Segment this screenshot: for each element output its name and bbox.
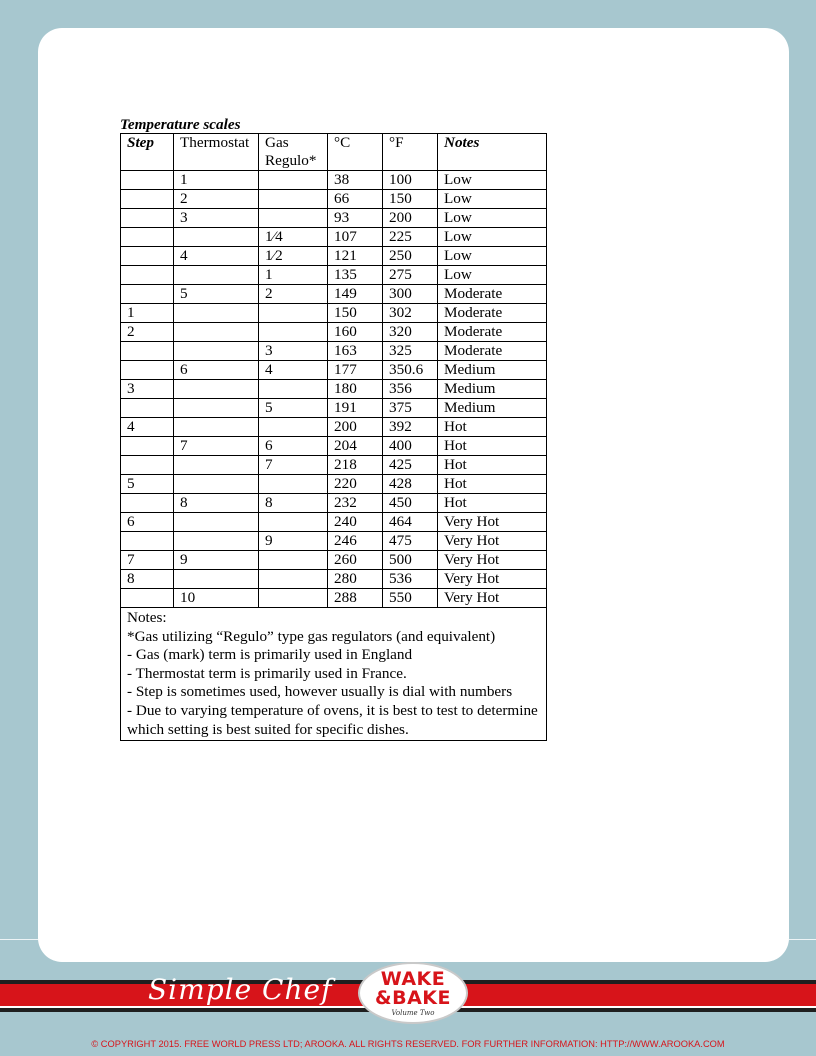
table-row	[121, 247, 547, 266]
cell-notes: Hot	[438, 456, 547, 475]
cell-celsius: 280	[328, 570, 383, 589]
cell-gas-regulo: 2	[259, 285, 328, 304]
cell-celsius: 160	[328, 323, 383, 342]
cell-step	[121, 589, 174, 608]
temperature-table	[120, 133, 547, 741]
table-row	[121, 304, 547, 323]
notes-line: - Due to varying temperature of ovens, it is best to test to determine which setting is best suited for specific dishes.	[127, 701, 538, 738]
cell-celsius: 232	[328, 494, 383, 513]
cell-step	[121, 494, 174, 513]
notes-row	[121, 608, 547, 741]
logo-subtitle: Volume Two	[391, 1009, 435, 1017]
cell-step	[121, 399, 174, 418]
cell-gas-regulo: 4	[259, 361, 328, 380]
cell-step: 1	[121, 304, 174, 323]
table-row	[121, 475, 547, 494]
cell-thermostat	[174, 266, 259, 285]
cell-notes: Medium	[438, 399, 547, 418]
cell-celsius: 163	[328, 342, 383, 361]
cell-notes: Low	[438, 228, 547, 247]
cell-notes: Moderate	[438, 285, 547, 304]
cell-notes: Low	[438, 266, 547, 285]
cell-step	[121, 190, 174, 209]
cell-notes: Very Hot	[438, 589, 547, 608]
table-row	[121, 342, 547, 361]
header-fahrenheit: °F	[383, 134, 438, 171]
cell-notes: Medium	[438, 361, 547, 380]
cell-gas-regulo	[259, 380, 328, 399]
table-row	[121, 399, 547, 418]
cell-notes: Low	[438, 247, 547, 266]
cell-notes: Low	[438, 171, 547, 190]
cell-gas-regulo	[259, 304, 328, 323]
cell-fahrenheit: 200	[383, 209, 438, 228]
cell-celsius: 107	[328, 228, 383, 247]
cell-gas-regulo	[259, 418, 328, 437]
cell-celsius: 150	[328, 304, 383, 323]
cell-celsius: 220	[328, 475, 383, 494]
cell-fahrenheit: 536	[383, 570, 438, 589]
cell-fahrenheit: 225	[383, 228, 438, 247]
cell-fahrenheit: 300	[383, 285, 438, 304]
cell-thermostat	[174, 342, 259, 361]
cell-fahrenheit: 425	[383, 456, 438, 475]
cell-step: 7	[121, 551, 174, 570]
logo-line-1: WAKE	[380, 968, 446, 990]
cell-gas-regulo	[259, 209, 328, 228]
table-row	[121, 570, 547, 589]
cell-notes: Low	[438, 190, 547, 209]
cell-notes: Very Hot	[438, 570, 547, 589]
table-row	[121, 361, 547, 380]
document-body	[120, 116, 546, 741]
cell-fahrenheit: 464	[383, 513, 438, 532]
cell-fahrenheit: 325	[383, 342, 438, 361]
cell-thermostat	[174, 399, 259, 418]
cell-gas-regulo: 3	[259, 342, 328, 361]
wake-bake-logo	[358, 962, 468, 1024]
cell-gas-regulo: 6	[259, 437, 328, 456]
cell-step: 8	[121, 570, 174, 589]
cell-thermostat	[174, 532, 259, 551]
cell-gas-regulo	[259, 551, 328, 570]
cell-notes: Hot	[438, 437, 547, 456]
cell-fahrenheit: 500	[383, 551, 438, 570]
cell-notes: Hot	[438, 494, 547, 513]
header-notes: Notes	[438, 134, 547, 171]
cell-gas-regulo	[259, 190, 328, 209]
cell-notes: Medium	[438, 380, 547, 399]
cell-gas-regulo: 9	[259, 532, 328, 551]
cell-thermostat: 8	[174, 494, 259, 513]
cell-thermostat	[174, 380, 259, 399]
cell-notes: Hot	[438, 475, 547, 494]
cell-thermostat: 2	[174, 190, 259, 209]
cell-fahrenheit: 392	[383, 418, 438, 437]
notes-cell	[121, 608, 547, 741]
cell-step: 5	[121, 475, 174, 494]
cell-gas-regulo: 1	[259, 266, 328, 285]
cell-thermostat	[174, 456, 259, 475]
table-row	[121, 190, 547, 209]
cell-step	[121, 532, 174, 551]
cell-fahrenheit: 320	[383, 323, 438, 342]
side-rule-right	[789, 939, 816, 940]
cell-gas-regulo: 5	[259, 399, 328, 418]
temperature-table-body	[121, 134, 547, 608]
logo-line-2: &BAKE	[375, 987, 451, 1009]
cell-fahrenheit: 100	[383, 171, 438, 190]
cell-notes: Very Hot	[438, 551, 547, 570]
table-header-row	[121, 134, 547, 171]
cell-thermostat: 1	[174, 171, 259, 190]
header-celsius: °C	[328, 134, 383, 171]
cell-celsius: 218	[328, 456, 383, 475]
cell-fahrenheit: 400	[383, 437, 438, 456]
brand-script-logo: Simple Chef	[148, 973, 333, 1006]
table-row	[121, 266, 547, 285]
header-step: Step	[121, 134, 174, 171]
table-row	[121, 532, 547, 551]
cell-thermostat: 9	[174, 551, 259, 570]
header-gas-regulo: Gas Regulo*	[259, 134, 328, 171]
cell-gas-regulo: 1⁄4	[259, 228, 328, 247]
cell-fahrenheit: 375	[383, 399, 438, 418]
cell-step	[121, 437, 174, 456]
cell-fahrenheit: 350.6	[383, 361, 438, 380]
cell-celsius: 200	[328, 418, 383, 437]
cell-celsius: 246	[328, 532, 383, 551]
cell-fahrenheit: 550	[383, 589, 438, 608]
cell-step	[121, 209, 174, 228]
cell-fahrenheit: 250	[383, 247, 438, 266]
table-row	[121, 456, 547, 475]
cell-step	[121, 342, 174, 361]
cell-thermostat	[174, 228, 259, 247]
cell-notes: Very Hot	[438, 532, 547, 551]
table-row	[121, 323, 547, 342]
cell-celsius: 93	[328, 209, 383, 228]
notes-line: Notes:	[127, 609, 167, 626]
cell-thermostat	[174, 513, 259, 532]
cell-step	[121, 247, 174, 266]
cell-thermostat: 6	[174, 361, 259, 380]
cell-fahrenheit: 450	[383, 494, 438, 513]
table-row	[121, 380, 547, 399]
cell-fahrenheit: 428	[383, 475, 438, 494]
cell-celsius: 180	[328, 380, 383, 399]
cell-gas-regulo	[259, 323, 328, 342]
cell-celsius: 121	[328, 247, 383, 266]
table-row	[121, 494, 547, 513]
table-caption: Temperature scales	[120, 116, 241, 133]
cell-step: 6	[121, 513, 174, 532]
cell-step	[121, 285, 174, 304]
cell-gas-regulo	[259, 570, 328, 589]
cell-notes: Moderate	[438, 323, 547, 342]
cell-gas-regulo	[259, 475, 328, 494]
cell-fahrenheit: 302	[383, 304, 438, 323]
cell-step: 3	[121, 380, 174, 399]
header-thermostat: Thermostat	[174, 134, 259, 171]
cell-celsius: 177	[328, 361, 383, 380]
cell-thermostat: 4	[174, 247, 259, 266]
cell-notes: Moderate	[438, 304, 547, 323]
cell-thermostat	[174, 323, 259, 342]
cell-celsius: 288	[328, 589, 383, 608]
cell-notes: Very Hot	[438, 513, 547, 532]
side-rule-left	[0, 939, 38, 940]
cell-thermostat	[174, 475, 259, 494]
cell-thermostat: 7	[174, 437, 259, 456]
cell-thermostat: 5	[174, 285, 259, 304]
table-row	[121, 209, 547, 228]
cell-step	[121, 171, 174, 190]
cell-celsius: 135	[328, 266, 383, 285]
cell-celsius: 191	[328, 399, 383, 418]
cell-fahrenheit: 356	[383, 380, 438, 399]
notes-line: - Thermostat term is primarily used in France.	[127, 664, 407, 682]
cell-step	[121, 361, 174, 380]
cell-thermostat	[174, 570, 259, 589]
cell-gas-regulo: 1⁄2	[259, 247, 328, 266]
cell-celsius: 38	[328, 171, 383, 190]
cell-thermostat	[174, 418, 259, 437]
cell-gas-regulo	[259, 513, 328, 532]
table-row	[121, 551, 547, 570]
cell-step: 2	[121, 323, 174, 342]
table-row	[121, 228, 547, 247]
cell-celsius: 66	[328, 190, 383, 209]
table-row	[121, 418, 547, 437]
cell-gas-regulo	[259, 171, 328, 190]
cell-fahrenheit: 150	[383, 190, 438, 209]
cell-celsius: 149	[328, 285, 383, 304]
cell-step	[121, 228, 174, 247]
cell-celsius: 204	[328, 437, 383, 456]
cell-fahrenheit: 275	[383, 266, 438, 285]
notes-line: *Gas utilizing “Regulo” type gas regulators (and equivalent)	[127, 627, 496, 645]
cell-notes: Hot	[438, 418, 547, 437]
cell-step	[121, 456, 174, 475]
copyright-notice: © COPYRIGHT 2015. FREE WORLD PRESS LTD; AROOKA. ALL RIGHTS RESERVED. FOR FURTHER INFORMATION: HTTP://WWW.AROOKA.COM	[91, 1039, 725, 1049]
table-row	[121, 437, 547, 456]
cell-step	[121, 266, 174, 285]
cell-step: 4	[121, 418, 174, 437]
cell-thermostat: 10	[174, 589, 259, 608]
table-row	[121, 513, 547, 532]
table-row	[121, 285, 547, 304]
cell-gas-regulo: 7	[259, 456, 328, 475]
cell-fahrenheit: 475	[383, 532, 438, 551]
notes-line: - Gas (mark) term is primarily used in England	[127, 646, 413, 664]
cell-notes: Moderate	[438, 342, 547, 361]
cell-gas-regulo	[259, 589, 328, 608]
notes-line: - Step is sometimes used, however usually is dial with numbers	[127, 683, 513, 701]
cell-celsius: 240	[328, 513, 383, 532]
cell-thermostat: 3	[174, 209, 259, 228]
cell-celsius: 260	[328, 551, 383, 570]
table-row	[121, 589, 547, 608]
cell-gas-regulo: 8	[259, 494, 328, 513]
cell-thermostat	[174, 304, 259, 323]
cell-notes: Low	[438, 209, 547, 228]
table-row	[121, 171, 547, 190]
